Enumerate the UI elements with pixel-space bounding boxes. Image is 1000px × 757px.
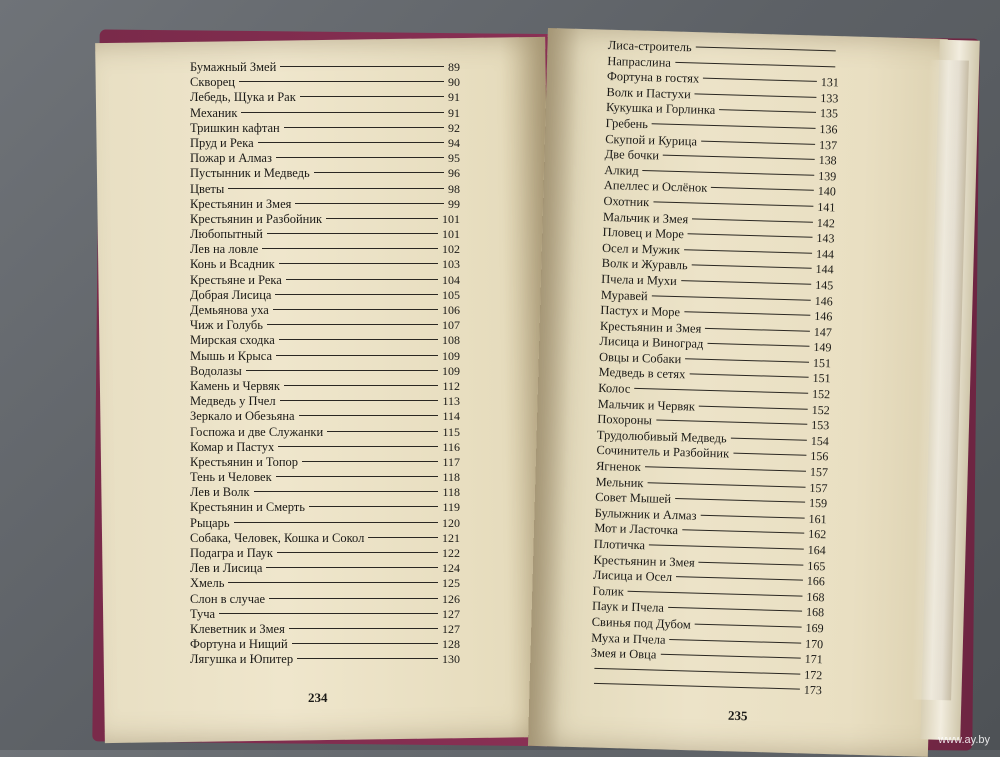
toc-entry-title: Голик [592, 583, 624, 599]
toc-leader-line [280, 66, 444, 67]
toc-entry-title: Водолазы [190, 363, 242, 378]
toc-leader-line [292, 643, 438, 644]
toc-entry-page: 106 [442, 303, 460, 317]
toc-leader-line [699, 561, 804, 565]
toc-entry-page: 102 [442, 242, 460, 257]
toc-leader-line [670, 639, 802, 644]
toc-entry-page: 101 [442, 227, 460, 242]
toc-entry-title: Тень и Человек [190, 470, 272, 485]
toc-entry-page: 126 [442, 591, 460, 606]
toc-leader-line [275, 294, 438, 295]
toc-leader-line [279, 263, 438, 264]
toc-entry [190, 227, 460, 242]
toc-entry-page: 159 [808, 496, 828, 511]
toc-entry-page: 118 [442, 470, 460, 485]
toc-leader-line [689, 374, 808, 378]
toc-leader-line [241, 112, 444, 113]
toc-entry-page: 94 [448, 135, 460, 150]
toc-entry-page: 122 [442, 546, 460, 560]
toc-entry [190, 136, 460, 151]
toc-entry-title: Волк и Журавль [601, 256, 688, 273]
toc-leader-line [676, 576, 803, 581]
toc-entry-title: Лягушка и Юпитер [190, 652, 294, 667]
toc-entry [190, 303, 460, 318]
toc-leader-line [327, 431, 438, 432]
toc-entry-title: Колос [598, 380, 631, 396]
toc-entry-page: 136 [819, 121, 838, 137]
left-page-number: 234 [308, 690, 328, 705]
toc-entry [190, 318, 460, 333]
right-page-number: 235 [727, 707, 748, 724]
toc-leader-line [299, 415, 439, 416]
toc-entry-title: Медведь в сетях [598, 365, 686, 382]
toc-entry-page: 166 [806, 573, 826, 589]
toc-entry [190, 273, 460, 288]
toc-leader-line [276, 476, 439, 477]
toc-entry-page: 144 [815, 246, 835, 262]
toc-entry-page: 128 [442, 637, 460, 652]
toc-leader-line [254, 491, 439, 492]
toc-entry-page: 105 [442, 287, 460, 302]
toc-leader-line [284, 127, 444, 128]
right-table-of-contents [590, 38, 840, 699]
toc-entry-title: Крестьянин и Змея [190, 196, 292, 211]
toc-entry-title: Мальчик и Червяк [597, 396, 696, 414]
toc-entry [190, 394, 460, 409]
toc-leader-line [278, 446, 438, 447]
toc-entry-title: Мышь и Крыса [190, 348, 273, 363]
toc-entry [190, 212, 460, 227]
toc-entry [190, 470, 460, 485]
toc-leader-line [276, 157, 444, 158]
toc-entry [190, 561, 460, 576]
toc-entry-page: 153 [811, 418, 830, 433]
toc-entry [190, 182, 460, 197]
toc-entry-page: 146 [814, 293, 833, 308]
toc-entry-page: 104 [442, 272, 460, 287]
toc-entry-title: Пловец и Море [602, 225, 685, 242]
toc-leader-line [707, 343, 809, 347]
toc-entry [190, 425, 460, 440]
toc-entry-page: 130 [442, 652, 460, 667]
toc-entry-title: Клеветник и Змея [190, 621, 285, 636]
toc-entry-page: 135 [819, 106, 839, 121]
toc-entry-page: 144 [815, 262, 834, 277]
toc-entry-title: Паук и Пчела [591, 599, 665, 616]
toc-entry-title: Лебедь, Щука и Рак [190, 90, 296, 105]
toc-leader-line [699, 405, 808, 409]
toc-entry-title: Змея и Овца [590, 645, 657, 662]
toc-entry-page: 92 [448, 120, 460, 135]
toc-entry-page: 96 [448, 166, 460, 181]
toc-leader-line [649, 544, 804, 549]
toc-entry-title: Охотник [603, 193, 650, 210]
toc-leader-line [228, 188, 444, 189]
toc-leader-line [688, 233, 813, 237]
toc-entry [190, 90, 460, 105]
toc-entry-title: Булыжник и Алмаз [594, 505, 697, 523]
toc-entry-title: Крестьянин и Топор [190, 454, 299, 469]
toc-leader-line [286, 279, 438, 280]
toc-entry-title: Цветы [190, 181, 225, 196]
toc-entry [190, 364, 460, 379]
toc-leader-line [701, 140, 815, 144]
toc-entry-page: 89 [448, 60, 460, 74]
toc-entry-title: Госпожа и две Служанки [190, 424, 324, 439]
toc-entry [190, 166, 460, 181]
toc-entry [190, 197, 460, 212]
toc-entry [190, 622, 460, 637]
toc-entry [190, 242, 460, 257]
toc-entry-title: Мот и Ласточка [594, 521, 679, 538]
toc-leader-line [300, 96, 444, 97]
toc-entry-page: 117 [442, 454, 460, 469]
toc-entry [190, 485, 460, 500]
toc-leader-line [675, 61, 835, 66]
toc-entry-page: 108 [442, 333, 460, 348]
toc-entry-page: 169 [805, 620, 824, 636]
toc-entry [190, 409, 460, 424]
toc-entry [190, 607, 460, 622]
toc-leader-line [634, 388, 808, 394]
toc-leader-line [269, 598, 438, 599]
toc-entry-page: 127 [442, 606, 460, 621]
toc-entry-title: Пустынник и Медведь [190, 166, 310, 181]
toc-leader-line [267, 233, 438, 234]
toc-entry [190, 257, 460, 272]
toc-entry-title: Похороны [597, 412, 653, 428]
toc-entry-page: 142 [816, 215, 836, 230]
toc-leader-line [653, 201, 813, 206]
toc-entry-title: Крестьянин и Змея [593, 552, 695, 570]
toc-entry-page: 113 [442, 394, 460, 409]
toc-entry-title: Ягненок [595, 458, 641, 475]
toc-entry [190, 121, 460, 136]
toc-entry-page: 171 [804, 651, 823, 667]
toc-leader-line [280, 400, 439, 401]
toc-entry-title: Крестьянин и Змея [599, 318, 702, 336]
toc-entry-title: Совет Мышей [594, 490, 672, 507]
toc-leader-line [701, 515, 805, 519]
toc-entry-page: 147 [813, 324, 833, 340]
toc-leader-line [297, 658, 438, 659]
toc-entry-title: Мирская сходка [190, 333, 275, 348]
toc-entry-page: 99 [448, 196, 460, 211]
toc-entry-title: Любопытный [190, 227, 263, 242]
toc-entry [190, 288, 460, 303]
toc-entry-title: Кукушка и Горлинка [605, 100, 716, 118]
toc-entry [190, 652, 460, 667]
toc-entry-page: 139 [818, 168, 837, 184]
toc-entry-title: Фортуна в гостях [606, 69, 700, 86]
toc-entry-page: 154 [810, 433, 830, 449]
toc-leader-line [652, 295, 811, 300]
toc-entry-page: 95 [448, 151, 460, 166]
toc-entry-page: 127 [442, 621, 460, 636]
toc-leader-line [731, 437, 807, 440]
toc-entry [190, 379, 460, 394]
toc-entry-title: Добрая Лисица [190, 287, 272, 302]
toc-leader-line [234, 522, 438, 523]
toc-entry [190, 592, 460, 607]
toc-entry-title: Свинья под Дубом [591, 614, 692, 632]
toc-entry [190, 546, 460, 561]
toc-leader-line [314, 172, 444, 173]
toc-entry-page: 165 [807, 558, 826, 573]
toc-entry-title: Лев и Лисица [190, 561, 263, 576]
toc-entry-page: 162 [808, 527, 827, 542]
toc-entry-page: 101 [442, 211, 460, 226]
toc-entry-page: 118 [442, 485, 460, 500]
toc-leader-line [219, 613, 438, 614]
toc-entry-page: 121 [442, 530, 460, 545]
toc-leader-line [695, 93, 817, 97]
toc-leader-line [645, 466, 806, 472]
toc-entry-title: Гребень [605, 115, 649, 132]
toc-entry-title: Тришкин кафтан [190, 120, 280, 135]
toc-leader-line [289, 628, 438, 629]
toc-entry-page: 156 [810, 449, 829, 464]
toc-entry-title: Хмель [190, 576, 225, 591]
toc-entry-title: Пастух и Море [600, 302, 681, 320]
toc-entry-page: 133 [820, 90, 839, 106]
toc-entry-page: 143 [816, 231, 835, 246]
toc-entry-page: 119 [442, 500, 460, 515]
toc-entry-title: Муха и Пчела [591, 630, 666, 647]
toc-entry-title: Туча [190, 606, 216, 621]
toc-entry-page: 98 [448, 181, 460, 196]
toc-leader-line [276, 355, 438, 356]
toc-leader-line [228, 582, 438, 583]
toc-entry-page: 91 [448, 105, 460, 120]
toc-leader-line [262, 248, 438, 249]
toc-leader-line [663, 155, 815, 160]
toc-leader-line [733, 453, 806, 456]
toc-entry-title: Скворец [190, 75, 235, 90]
toc-entry-title: Волк и Пастухи [606, 84, 691, 102]
toc-entry-page: 131 [820, 75, 840, 90]
toc-leader-line [284, 385, 438, 386]
toc-entry [190, 637, 460, 652]
toc-entry-title: Апеллес и Ослёнок [603, 178, 708, 196]
toc-entry-title: Лисица и Осел [592, 567, 673, 585]
toc-leader-line [711, 187, 814, 191]
toc-entry-title: Напраслина [607, 53, 672, 70]
left-table-of-contents [190, 60, 460, 668]
toc-entry-page: 157 [809, 480, 828, 495]
toc-entry-page: 120 [442, 515, 460, 530]
toc-entry-page: 124 [442, 561, 460, 576]
watermark: www.ay.by [938, 734, 990, 746]
toc-leader-line [309, 506, 438, 507]
toc-entry-title: Крестьянин и Разбойник [190, 211, 323, 226]
toc-entry-page: 146 [814, 308, 833, 324]
toc-entry [190, 349, 460, 364]
toc-entry-title: Крестьянин и Смерть [190, 500, 305, 515]
toc-entry-page: 168 [805, 605, 825, 620]
toc-leader-line [302, 461, 438, 462]
toc-entry-title: Пчела и Мухи [601, 271, 678, 288]
toc-entry-page: 109 [442, 348, 460, 363]
toc-entry-title: Крестьяне и Река [190, 272, 282, 287]
toc-leader-line [681, 280, 811, 285]
toc-entry-page: 107 [442, 318, 460, 333]
toc-leader-line [326, 218, 438, 219]
toc-entry-page: 157 [809, 464, 829, 480]
toc-entry-page: 91 [448, 90, 460, 105]
toc-entry [190, 75, 460, 90]
toc-leader-line [660, 654, 800, 659]
toc-entry-title: Рыцарь [190, 515, 230, 530]
toc-entry-title: Подагра и Паук [190, 546, 273, 560]
toc-leader-line [267, 324, 438, 325]
toc-leader-line [652, 123, 816, 129]
toc-leader-line [266, 567, 438, 568]
toc-leader-line [682, 530, 804, 534]
toc-leader-line [273, 309, 438, 310]
toc-entry [190, 333, 460, 348]
toc-entry [190, 151, 460, 166]
toc-leader-line [594, 668, 800, 675]
toc-entry-page: 170 [804, 636, 824, 651]
toc-entry-title: Скупой и Курица [604, 131, 698, 149]
toc-leader-line [246, 370, 438, 371]
toc-entry-title: Лиса-строитель [607, 38, 692, 55]
toc-leader-line [696, 46, 836, 51]
toc-entry [190, 576, 460, 591]
toc-entry-page: 152 [811, 386, 831, 402]
toc-entry-page: 114 [442, 409, 460, 424]
toc-entry [190, 60, 460, 75]
toc-entry-title: Бумажный Змей [190, 60, 277, 74]
toc-entry-title: Фортуна и Нищий [190, 637, 288, 652]
toc-entry-title: Чиж и Голубь [190, 318, 263, 333]
toc-leader-line [368, 537, 438, 538]
toc-entry-page: 173 [803, 683, 823, 698]
toc-entry-title: Механик [190, 105, 238, 120]
toc-entry [190, 440, 460, 455]
toc-leader-line [684, 249, 812, 254]
toc-entry-page: 103 [442, 257, 460, 272]
toc-leader-line [705, 328, 810, 332]
toc-leader-line [277, 552, 438, 553]
toc-entry-title: Муравей [600, 287, 648, 303]
toc-entry-page: 151 [812, 355, 832, 371]
toc-entry-title: Демьянова уха [190, 303, 269, 317]
toc-entry-title: Лев на ловле [190, 242, 259, 257]
toc-entry-page: 116 [442, 439, 460, 454]
toc-entry-title: Зеркало и Обезьяна [190, 409, 295, 424]
toc-entry [190, 455, 460, 470]
toc-entry-page: 138 [818, 153, 837, 168]
toc-entry-title: Алкид [604, 162, 639, 178]
toc-entry-title: Камень и Червяк [190, 378, 280, 393]
toc-leader-line [668, 607, 802, 612]
toc-leader-line [279, 339, 438, 340]
toc-entry-title: Мельник [595, 474, 644, 490]
toc-entry-title: Плотичка [593, 536, 646, 553]
toc-entry-title: Сочинитель и Разбойник [596, 443, 730, 461]
toc-leader-line [295, 203, 444, 204]
toc-entry-page: 141 [817, 199, 836, 215]
toc-leader-line [695, 624, 802, 628]
toc-entry-title: Слон в случае [190, 591, 266, 606]
toc-entry-title: Лев и Волк [190, 485, 250, 500]
toc-leader-line [647, 482, 805, 487]
toc-entry-page: 149 [813, 340, 832, 355]
toc-entry-page: 161 [808, 511, 827, 527]
toc-entry-page: 125 [442, 576, 460, 591]
toc-entry-title: Осел и Мужик [601, 240, 681, 257]
toc-entry-page: 115 [442, 424, 460, 439]
toc-leader-line [656, 420, 807, 425]
toc-entry-page: 151 [812, 371, 831, 386]
toc-entry-title: Конь и Всадник [190, 257, 275, 272]
toc-entry-title: Овцы и Собаки [598, 349, 682, 367]
toc-entry-page: 137 [818, 137, 838, 152]
toc-entry-page: 112 [442, 378, 460, 393]
toc-entry [190, 106, 460, 121]
toc-entry-title: Мальчик и Змея [602, 209, 689, 226]
toc-entry-page: 172 [804, 667, 823, 682]
toc-leader-line [628, 591, 803, 597]
toc-leader-line [719, 110, 816, 114]
toc-leader-line [643, 170, 815, 176]
toc-leader-line [692, 265, 812, 269]
toc-entry-page: 152 [811, 402, 830, 417]
toc-leader-line [692, 218, 813, 222]
toc-leader-line [258, 142, 444, 143]
toc-entry-title: Лисица и Виноград [599, 334, 704, 352]
toc-entry-title: Две бочки [604, 147, 660, 163]
toc-entry-page: 168 [806, 589, 825, 605]
toc-leader-line [703, 78, 817, 82]
toc-entry [190, 516, 460, 531]
toc-entry-title: Медведь у Пчел [190, 394, 276, 409]
toc-entry-page: 164 [807, 542, 826, 558]
toc-entry-title: Пожар и Алмаз [190, 151, 272, 166]
toc-leader-line [684, 311, 810, 316]
toc-entry-page: 90 [448, 75, 460, 90]
toc-leader-line [594, 683, 800, 690]
toc-leader-line [675, 498, 805, 503]
toc-entry [190, 500, 460, 515]
toc-entry-page: 145 [814, 277, 834, 293]
toc-entry-page: 140 [817, 184, 836, 199]
toc-entry-title: Трудолюбивый Медведь [596, 427, 727, 446]
toc-entry-page: 109 [442, 363, 460, 378]
toc-entry-title: Собака, Человек, Кошка и Сокол [190, 530, 365, 545]
toc-entry-title: Комар и Пастух [190, 439, 275, 454]
toc-entry-title: Пруд и Река [190, 135, 254, 150]
toc-leader-line [685, 358, 809, 362]
toc-entry [190, 531, 460, 546]
toc-leader-line [239, 81, 444, 82]
